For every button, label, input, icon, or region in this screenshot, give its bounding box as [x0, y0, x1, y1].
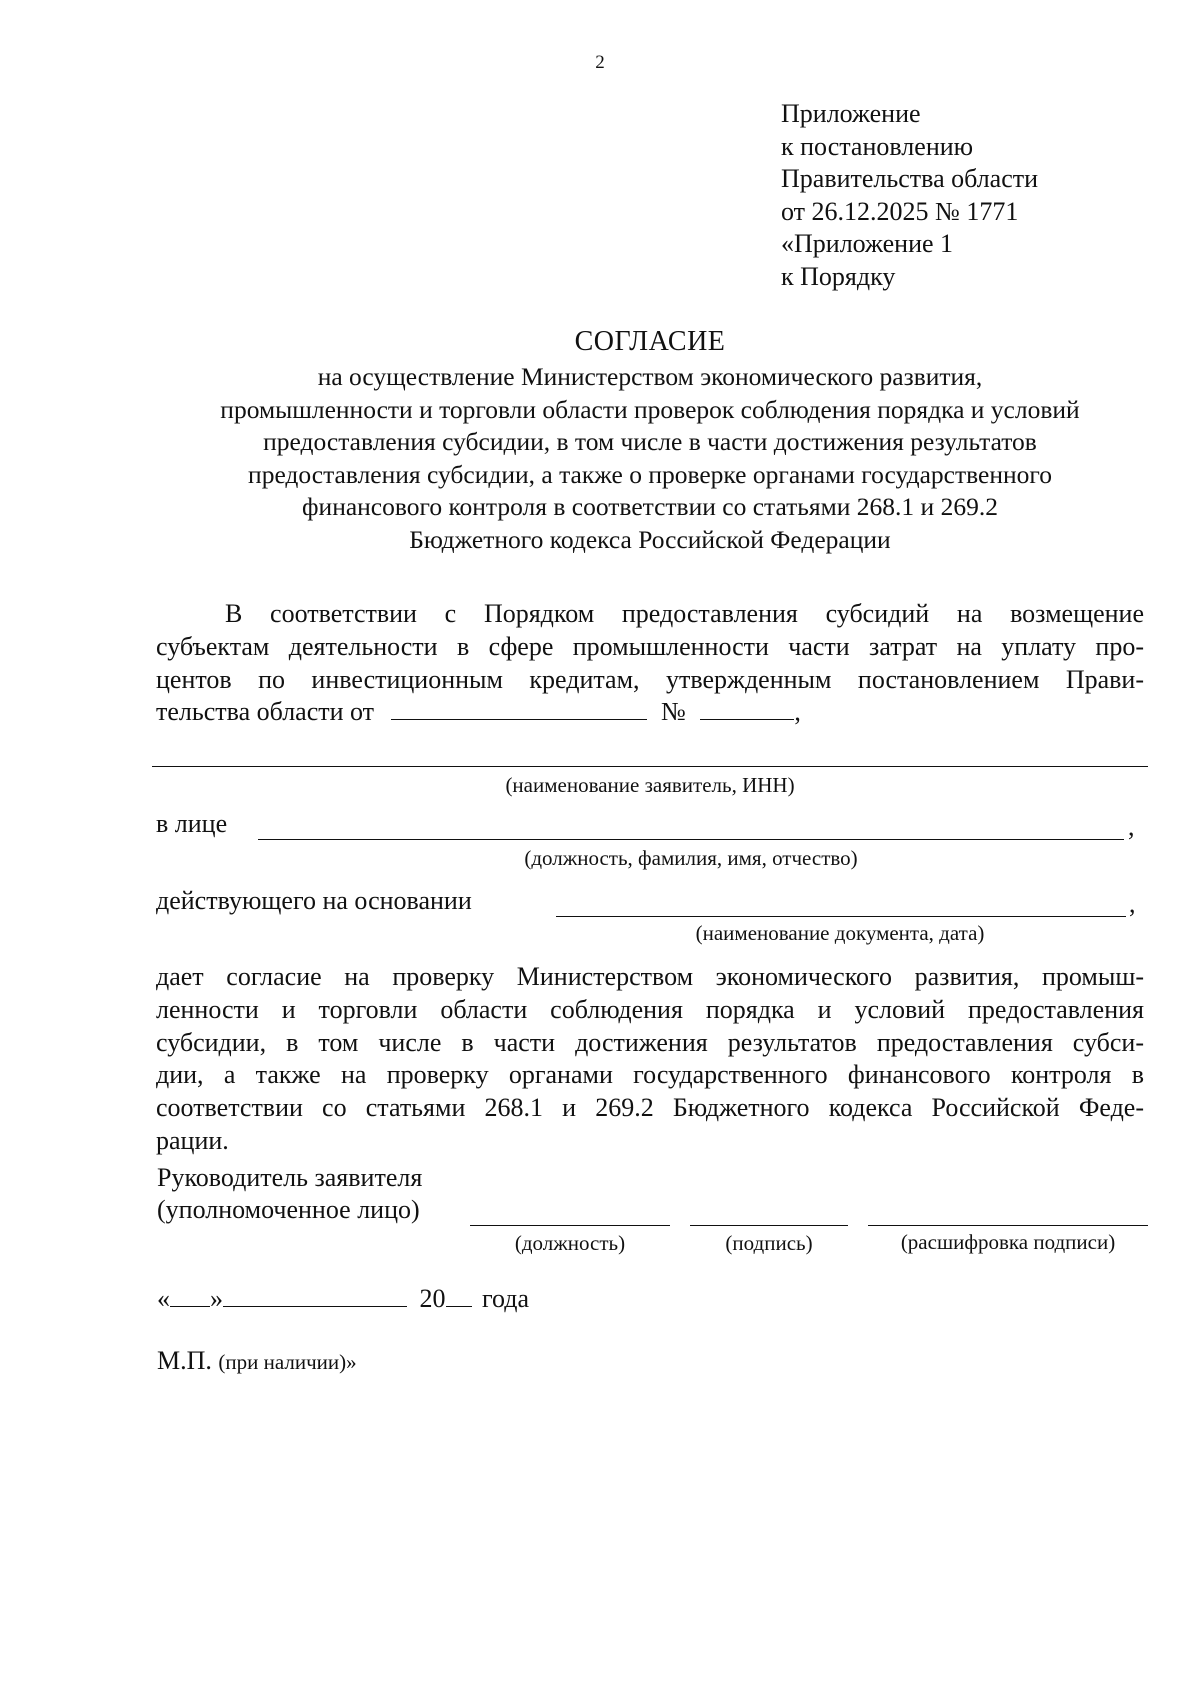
seal-note: (при наличии)»: [218, 1350, 357, 1374]
position-field[interactable]: [470, 1225, 670, 1226]
open-quote: «: [157, 1284, 170, 1313]
applicant-caption: (наименование заявитель, ИНН): [505, 773, 795, 797]
document-title: СОГЛАСИЕ: [574, 326, 726, 357]
appendix-line: Приложение: [781, 99, 921, 128]
head-label: Руководитель заявителя: [157, 1163, 423, 1192]
in-person-label: в лице: [156, 809, 228, 838]
in-person-caption: (должность, фамилия, имя, отчество): [524, 846, 858, 870]
consent-line: дии, а также на проверку органами государственного финансового контроля в: [156, 1060, 1144, 1090]
month-field[interactable]: [223, 1284, 407, 1307]
year-field[interactable]: [446, 1284, 472, 1307]
appendix-line: «Приложение 1: [781, 229, 954, 258]
consent-line: дает согласие на проверку Министерством экономического развития, промыш-: [156, 962, 1144, 991]
document-subtitle: [100, 361, 1200, 557]
intro-paragraph: [156, 598, 1144, 729]
intro-line: центов по инвестиционным кредитам, утвержденным постановлением Прави-: [156, 664, 1144, 694]
page-number: 2: [595, 52, 605, 73]
decoding-caption: (расшифровка подписи): [900, 1230, 1116, 1254]
appendix-line: от 26.12.2025 № 1771: [781, 196, 1019, 226]
applicant-field[interactable]: [152, 766, 1148, 767]
consent-line: субсидии, в том числе в части достижения результатов предоставления субси-: [156, 1027, 1144, 1057]
position-caption: (должность): [514, 1231, 626, 1255]
number-sign: №: [661, 697, 686, 727]
basis-label: действующего на основании: [156, 886, 472, 915]
basis-caption: (наименование документа, дата): [695, 921, 985, 945]
date-line: [157, 1284, 529, 1314]
comma: ,: [794, 697, 801, 727]
subtitle-line: на осуществление Министерством экономического развития,: [317, 362, 983, 391]
consent-line: ленности и торговли области соблюдения порядка и условий предоставления: [156, 994, 1144, 1024]
resolution-date-field[interactable]: [391, 697, 647, 720]
signature-caption: (подпись): [725, 1231, 813, 1255]
appendix-block: [781, 98, 1038, 293]
subtitle-line: предоставления субсидии, в том числе в части достижения результатов: [263, 427, 1037, 457]
appendix-line: к Порядку: [781, 261, 896, 291]
consent-line: соответствии со статьями 268.1 и 269.2 Бюджетного кодекса Российской Феде-: [156, 1093, 1144, 1123]
close-quote: »: [210, 1284, 223, 1313]
intro-line-last: [156, 696, 1144, 729]
appendix-line: Правительства области: [781, 164, 1039, 193]
basis-field[interactable]: [556, 916, 1126, 917]
seal-line: [157, 1346, 357, 1376]
subtitle-line: Бюджетного кодекса Российской Федерации: [409, 524, 891, 554]
consent-paragraph: [156, 961, 1144, 1158]
day-field[interactable]: [170, 1284, 210, 1307]
subtitle-line: предоставления субсидии, а также о проверке органами государственного: [248, 459, 1052, 489]
resolution-number-field[interactable]: [700, 697, 794, 720]
appendix-line: к постановлению: [781, 131, 974, 161]
intro-line-prefix: тельства области от: [156, 697, 375, 727]
subtitle-line: промышленности и торговли области проверок соблюдения порядка и условий: [220, 394, 1080, 424]
comma: ,: [1129, 889, 1136, 918]
signature-field[interactable]: [690, 1225, 848, 1226]
intro-line: субъектам деятельности в сфере промышленности части затрат на уплату про-: [156, 631, 1144, 661]
in-person-field[interactable]: [258, 839, 1124, 840]
authorized-label: (уполномоченное лицо): [157, 1195, 420, 1224]
seal-mp: М.П.: [157, 1346, 212, 1375]
century: 20: [419, 1284, 446, 1313]
intro-line: В соответствии с Порядком предоставления субсидий на возмещение: [225, 599, 1144, 628]
signature-decoding-field[interactable]: [868, 1225, 1148, 1226]
subtitle-line: финансового контроля в соответствии со статьями 268.1 и 269.2: [302, 492, 998, 522]
year-word: года: [482, 1284, 530, 1313]
consent-line: рации.: [156, 1125, 229, 1155]
comma: ,: [1128, 812, 1135, 841]
